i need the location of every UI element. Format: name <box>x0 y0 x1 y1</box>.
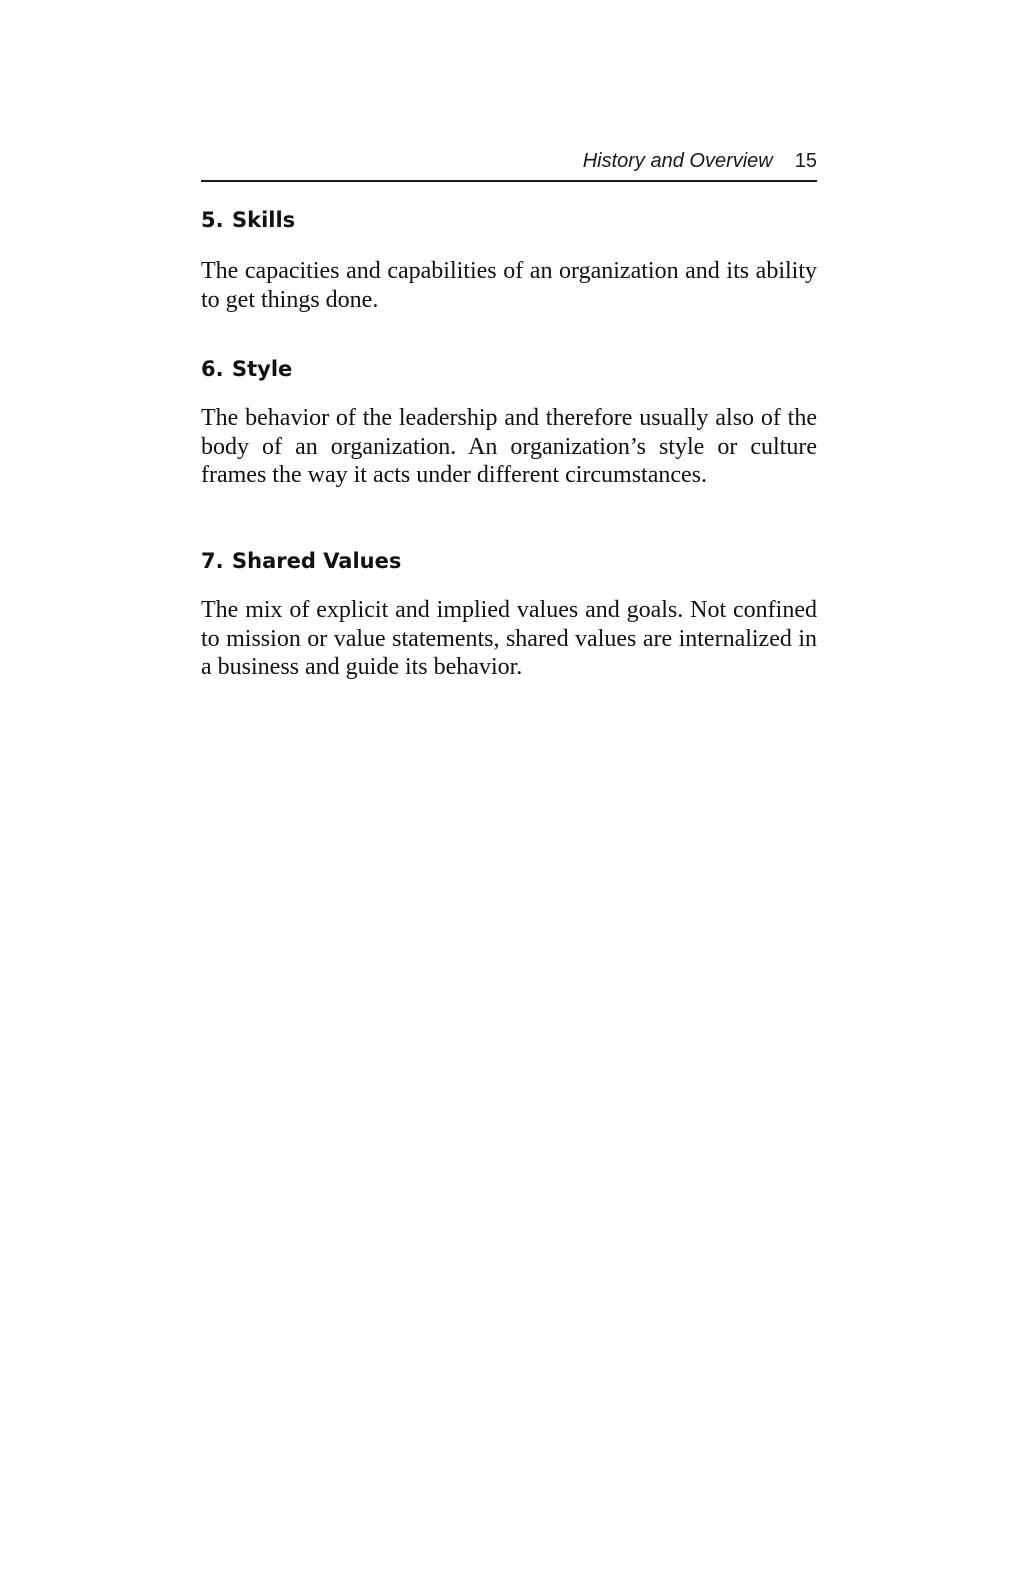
section-title: Shared Values <box>232 549 402 573</box>
section-body: The behavior of the leadership and therefore usually also of the body of an organization. An organization’s style or culture frames the way it acts under different circumstances. <box>201 405 817 488</box>
section-heading <box>201 356 817 382</box>
section-number: 5. <box>201 208 224 232</box>
section-body: The capacities and capabilities of an organization and its ability to get things done. <box>201 258 817 313</box>
section-number: 6. <box>201 357 224 381</box>
running-header <box>201 150 817 182</box>
section-title: Skills <box>232 208 296 232</box>
section-body: The mix of explicit and implied values and goals. Not confined to mission or value statements, shared values are internalized in a business and guide its behavior. <box>201 597 817 680</box>
section-shared-values <box>201 548 817 682</box>
section-heading <box>201 207 817 233</box>
page-number: 15 <box>794 150 817 172</box>
section-title: Style <box>232 357 293 381</box>
book-page <box>201 0 817 1579</box>
section-skills <box>201 207 817 314</box>
section-number: 7. <box>201 549 224 573</box>
section-style <box>201 356 817 490</box>
section-heading <box>201 548 817 574</box>
running-title: History and Overview <box>582 150 773 172</box>
